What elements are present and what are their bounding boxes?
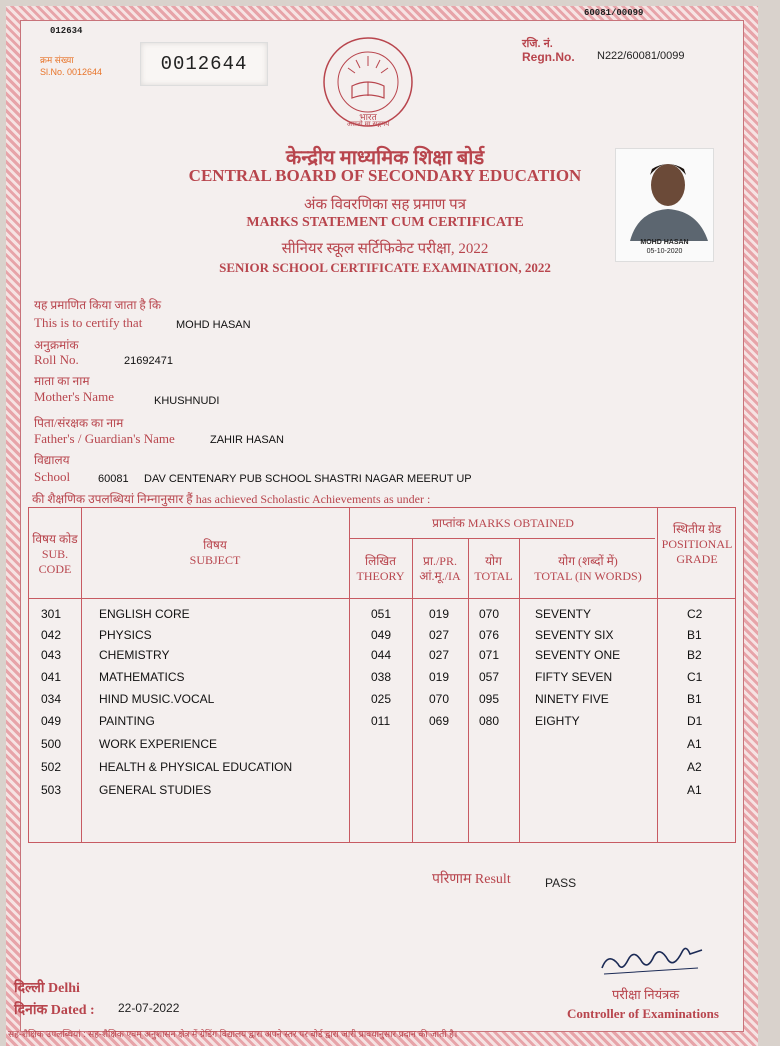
- theory-en: THEORY: [356, 569, 405, 583]
- father-name: ZAHIR HASAN: [210, 434, 284, 446]
- subject-name: MATHEMATICS: [99, 670, 185, 684]
- theory-header: [349, 554, 412, 584]
- roll-label-hi: अनुक्रमांक: [34, 338, 79, 352]
- photo-date: 05-10-2020: [646, 248, 683, 255]
- total-marks: 076: [479, 628, 500, 642]
- total-hi: योग: [485, 554, 502, 568]
- table-row: [29, 607, 737, 629]
- father-label-hi: पिता/संरक्षक का नाम: [34, 416, 124, 430]
- words-header: [519, 554, 657, 584]
- subject-hi: विषय: [203, 538, 227, 552]
- theory-marks: 038: [371, 670, 392, 684]
- total-marks: 080: [479, 714, 500, 728]
- subject-code: 301: [41, 607, 62, 621]
- subject-code: 042: [41, 628, 62, 642]
- result-value: PASS: [545, 876, 577, 890]
- table-row: [29, 628, 737, 650]
- pr-marks: 019: [429, 607, 450, 621]
- achievement-hi: की शैक्षणिक उपलब्धियां निम्नानुसार हैं: [32, 492, 193, 506]
- theory-hi: लिखित: [364, 554, 396, 568]
- sub-code-en2: CODE: [38, 562, 72, 576]
- table-row: [29, 760, 737, 782]
- regn-label-hi: रजि. नं.: [522, 38, 553, 50]
- roll-number: 21692471: [124, 355, 173, 367]
- subject-code: 502: [41, 760, 62, 774]
- school-name: DAV CENTENARY PUB SCHOOL SHASTRI NAGAR MEERUT UP: [144, 473, 472, 485]
- pr-marks: 069: [429, 714, 450, 728]
- words-hi: योग (शब्दों में): [558, 554, 618, 568]
- subject-name: HEALTH & PHYSICAL EDUCATION: [99, 760, 293, 774]
- grade-hi: स्थितीय ग्रेड: [672, 522, 722, 536]
- theory-marks: 051: [371, 607, 392, 621]
- positional-grade: A1: [687, 737, 702, 751]
- table-row: [29, 648, 737, 670]
- achievement-line: [32, 490, 430, 507]
- subject-en: SUBJECT: [189, 553, 241, 567]
- mother-label-en: Mother's Name: [34, 389, 114, 404]
- regn-number: N222/60081/0099: [597, 50, 685, 62]
- subject-name: HIND MUSIC.VOCAL: [99, 692, 215, 706]
- father-label-en: Father's / Guardian's Name: [34, 431, 175, 446]
- table-row: [29, 714, 737, 736]
- total-marks: 057: [479, 670, 500, 684]
- school-code: 60081: [98, 473, 129, 485]
- subject-code: 500: [41, 737, 62, 751]
- school-label-en: School: [34, 469, 71, 484]
- table-row: [29, 783, 737, 805]
- table-row: [29, 737, 737, 759]
- positional-grade: A2: [687, 760, 702, 774]
- emblem-bottom-text: भारत: [359, 112, 377, 122]
- pr-marks: 027: [429, 628, 450, 642]
- marks-statement-hindi: अंक विवरणिका सह प्रमाण पत्र: [304, 197, 466, 213]
- subject-code: 034: [41, 692, 62, 706]
- footer-note: सह-शैक्षिक उपलब्धियां : सह-शैक्षिक एवम् अनुशासन क्षेत्र में ग्रेडिंग विद्यालय द्वारा अपने स्तर पर बोर्ड द्वारा जारी प्रावधानुसार प्रदान की जाती है।: [8, 1029, 458, 1039]
- pr-marks: 027: [429, 648, 450, 662]
- place: दिल्ली Delhi: [14, 981, 80, 996]
- emblem-motto: असतो मा सद्गमय: [346, 121, 390, 128]
- words-en: TOTAL (IN WORDS): [534, 569, 642, 583]
- subject-name: PAINTING: [99, 714, 155, 728]
- photo-name: MOHD HASAN: [640, 239, 689, 246]
- dated-value: 22-07-2022: [118, 1001, 180, 1015]
- grade-header: [657, 522, 737, 567]
- total-in-words: SEVENTY SIX: [535, 628, 614, 642]
- total-in-words: FIFTY SEVEN: [535, 670, 613, 684]
- grade-en1: POSITIONAL: [661, 537, 733, 551]
- sub-code-hi: विषय कोड: [32, 532, 78, 546]
- marks-obtained-header: प्राप्तांक MARKS OBTAINED: [432, 516, 574, 530]
- header-divider: [29, 598, 735, 599]
- roll-label-en: Roll No.: [34, 352, 79, 367]
- serial-number-box: 0012644: [140, 42, 268, 86]
- sub-code-en1: SUB.: [41, 547, 69, 561]
- subject-name: PHYSICS: [99, 628, 152, 642]
- positional-grade: A1: [687, 783, 702, 797]
- controller-hi: परीक्षा नियंत्रक: [612, 987, 680, 1002]
- pr-hi: प्रा./PR.: [423, 554, 457, 568]
- regn-label-en: Regn.No.: [522, 50, 575, 64]
- candidate-photo: [615, 148, 714, 262]
- table-row: [29, 692, 737, 714]
- exam-name-hindi: सीनियर स्कूल सर्टिफिकेट परीक्षा, 2022: [281, 241, 489, 257]
- theory-marks: 011: [371, 714, 391, 728]
- total-in-words: NINETY FIVE: [535, 692, 609, 706]
- positional-grade: D1: [687, 714, 703, 728]
- subject-name: ENGLISH CORE: [99, 607, 190, 621]
- top-serial: 60081/00099: [584, 8, 644, 18]
- total-in-words: EIGHTY: [535, 714, 580, 728]
- pr-marks: 019: [429, 670, 450, 684]
- subject-name: CHEMISTRY: [99, 648, 170, 662]
- total-marks: 070: [479, 607, 500, 621]
- positional-grade: B2: [687, 648, 702, 662]
- subject-code: 049: [41, 714, 62, 728]
- row-divider: [349, 538, 655, 539]
- serial-stamp: [40, 54, 102, 78]
- mother-label-hi: माता का नाम: [34, 374, 90, 388]
- subject-name: WORK EXPERIENCE: [99, 737, 218, 751]
- pr-header: [412, 554, 468, 584]
- board-name-english: CENTRAL BOARD OF SECONDARY EDUCATION: [188, 166, 582, 185]
- pr-marks: 070: [429, 692, 450, 706]
- sub-code-header: [29, 532, 81, 577]
- school-label-hi: विद्यालय: [34, 453, 70, 467]
- theory-marks: 025: [371, 692, 392, 706]
- subject-code: 043: [41, 648, 62, 662]
- mother-name: KHUSHNUDI: [154, 395, 220, 407]
- positional-grade: B1: [687, 692, 702, 706]
- marks-statement-english: MARKS STATEMENT CUM CERTIFICATE: [246, 215, 524, 230]
- total-marks: 095: [479, 692, 500, 706]
- result-label: परिणाम Result: [432, 872, 511, 887]
- total-in-words: SEVENTY ONE: [535, 648, 621, 662]
- positional-grade: B1: [687, 628, 702, 642]
- subject-code: 041: [41, 670, 62, 684]
- certify-label-en: This is to certify that: [34, 315, 143, 330]
- total-in-words: SEVENTY: [535, 607, 592, 621]
- total-header: [468, 554, 519, 584]
- stamp-line-1: क्रम संख्या: [40, 55, 74, 65]
- signature-icon: [598, 938, 708, 982]
- controller-en: Controller of Examinations: [567, 1006, 719, 1021]
- marks-table: [28, 507, 736, 843]
- theory-marks: 044: [371, 648, 392, 662]
- certify-label-hi: यह प्रमाणित किया जाता है कि: [34, 298, 162, 312]
- candidate-name: MOHD HASAN: [176, 319, 251, 331]
- subject-name: GENERAL STUDIES: [99, 783, 212, 797]
- stamp-line-2: Sl.No. 0012644: [40, 67, 103, 77]
- dated-label: दिनांक Dated :: [14, 1003, 95, 1018]
- positional-grade: C1: [687, 670, 703, 684]
- table-row: [29, 670, 737, 692]
- total-en: TOTAL: [474, 569, 513, 583]
- board-name-hindi: केन्द्रीय माध्यमिक शिक्षा बोर्ड: [285, 147, 485, 169]
- pr-en: आं.मू./IA: [419, 569, 461, 583]
- subject-header: [81, 538, 349, 568]
- positional-grade: C2: [687, 607, 703, 621]
- exam-name-english: SENIOR SCHOOL CERTIFICATE EXAMINATION, 2022: [219, 260, 551, 275]
- total-marks: 071: [479, 648, 500, 662]
- theory-marks: 049: [371, 628, 392, 642]
- subject-code: 503: [41, 783, 62, 797]
- left-serial: 012634: [50, 26, 83, 36]
- achievement-en: has achieved Scholastic Achievements as under :: [195, 492, 431, 506]
- grade-en2: GRADE: [676, 552, 718, 566]
